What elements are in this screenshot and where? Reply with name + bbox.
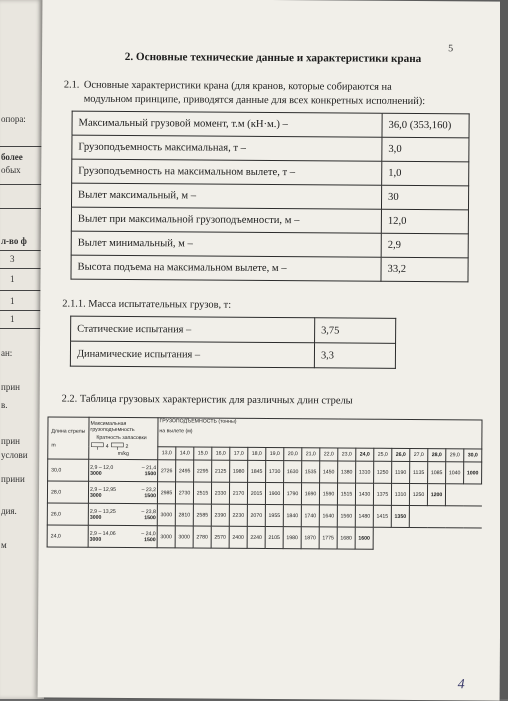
capacity-label: ГРУЗОПОДЪЕМНОСТЬ (тонны) xyxy=(159,418,480,426)
load-value-cell: 2230 xyxy=(229,504,247,526)
section-title: 2. Основные технические данные и характеристики крана xyxy=(42,50,504,65)
load-value-cell: 2125 xyxy=(212,460,230,482)
load-value-cell: 2330 xyxy=(211,482,229,504)
fragment: 1 xyxy=(10,314,15,324)
load-row xyxy=(48,459,482,484)
max-capacity-cell xyxy=(88,525,157,547)
load-row xyxy=(47,525,481,550)
reach-cell: 25,0 xyxy=(374,448,392,461)
intro-paragraph xyxy=(64,79,494,110)
fragment: прин xyxy=(1,436,20,446)
fragment: в. xyxy=(1,400,8,410)
reach-label: на вылете (м) xyxy=(159,428,480,436)
reach-cell: 13,0 xyxy=(158,447,176,460)
reach-cell: 15,0 xyxy=(194,447,212,460)
load-value-cell: 1775 xyxy=(319,527,337,549)
max-left-range: 2,9 – 12,0 xyxy=(90,464,113,470)
load-value-cell: 1415 xyxy=(373,505,391,527)
load-value-cell: 2105 xyxy=(265,526,283,548)
load-value-cell: 1450 xyxy=(320,461,338,483)
max-right-range: – 23,2 xyxy=(142,487,156,493)
load-value-cell: 2170 xyxy=(229,482,247,504)
load-value-cell: 1480 xyxy=(355,505,373,527)
spec-label: Максимальный грузовой момент, т.м (кН·м.) – xyxy=(72,111,382,137)
mass-row xyxy=(70,341,395,368)
spec-row xyxy=(71,207,468,234)
mass-value: 3,3 xyxy=(314,343,395,369)
reach-cell: 30,0 xyxy=(464,449,482,462)
load-value-cell: 1590 xyxy=(319,483,337,505)
load-value-cell: 1040 xyxy=(446,462,464,484)
spec-row xyxy=(71,255,468,282)
load-value-cell: 1840 xyxy=(283,505,301,527)
empty-cell xyxy=(445,484,481,506)
fragment: 3 xyxy=(10,254,15,264)
load-value-cell: 2810 xyxy=(175,504,193,526)
intro-line-1: Основные характеристики крана (для кранов, которые собираются на xyxy=(84,80,392,93)
max-right-kg: 1500 xyxy=(144,515,156,521)
spec-value: 36,0 (353,160) xyxy=(382,113,469,138)
spec-value: 2,9 xyxy=(381,233,468,258)
spec-label: Вылет при максимальной грузоподъемности, м – xyxy=(71,207,381,233)
load-value-cell: 2495 xyxy=(176,460,194,482)
load-value-cell: 3000 xyxy=(157,504,175,526)
spec-label: Грузоподъемность на максимальном вылете, т – xyxy=(72,159,382,185)
load-value-cell: 2585 xyxy=(193,504,211,526)
reach-cell: 21,0 xyxy=(302,448,320,461)
load-value-cell: 2240 xyxy=(247,526,265,548)
fragment: более xyxy=(1,152,23,162)
reeving-4: 4 xyxy=(106,443,109,449)
max-capacity-label: Максимальная грузоподъемность xyxy=(90,420,156,432)
boom-length-label: Длина стрелы xyxy=(51,428,87,434)
load-value-cell: 1350 xyxy=(391,505,409,527)
empty-cell xyxy=(373,527,481,550)
max-left-kg: 3000 xyxy=(90,470,102,476)
load-value-cell: 2726 xyxy=(158,460,176,482)
reach-cell: 23,0 xyxy=(338,448,356,461)
load-value-cell: 1380 xyxy=(338,461,356,483)
load-row xyxy=(47,481,481,506)
load-value-cell: 1680 xyxy=(337,527,355,549)
max-right-range: – 23,8 xyxy=(141,509,155,515)
fragment: услови xyxy=(1,450,28,460)
load-value-cell: 1535 xyxy=(302,461,320,483)
fragment: дия. xyxy=(1,506,17,516)
load-table-heading: 2.2. Таблица грузовых характеристик для различных длин стрелы xyxy=(62,394,353,407)
mass-label: Статические испытания – xyxy=(71,316,315,343)
max-capacity-cell xyxy=(88,503,157,525)
max-right-kg: 1500 xyxy=(144,537,156,543)
unit-mkg: m/kg xyxy=(90,450,156,456)
load-row xyxy=(47,503,481,528)
reach-cell: 27,0 xyxy=(410,448,428,461)
boom-length-cell: 24,0 xyxy=(47,525,88,547)
load-value-cell: 1430 xyxy=(355,483,373,505)
max-right-range: – 21,4 xyxy=(142,465,156,471)
load-value-cell: 1200 xyxy=(427,484,445,506)
spec-value: 3,0 xyxy=(382,137,469,162)
spec-row xyxy=(72,111,469,138)
reeving-2: 2 xyxy=(126,443,129,449)
page-shadow-edge xyxy=(500,0,508,699)
load-chart-table xyxy=(47,416,483,550)
max-left-range: 2,9 – 13,25 xyxy=(90,508,116,514)
load-value-cell: 1310 xyxy=(391,483,409,505)
capacity-header xyxy=(158,418,482,449)
fragment: опора: xyxy=(1,114,26,124)
reach-cell: 19,0 xyxy=(266,447,284,460)
load-value-cell: 1250 xyxy=(409,483,427,505)
intro-line-2: модульном принципе, приводятся данные для всех конкретных исполнений): xyxy=(64,93,494,110)
load-value-cell: 1980 xyxy=(230,460,248,482)
max-left-range: 2,9 – 14,06 xyxy=(90,530,116,536)
boom-length-cell: 28,0 xyxy=(47,481,88,503)
load-value-cell: 3000 xyxy=(157,526,175,548)
fragment: 1 xyxy=(10,296,15,306)
load-value-cell: 1560 xyxy=(337,505,355,527)
spec-label: Вылет максимальный, м – xyxy=(71,183,381,209)
load-value-cell: 2985 xyxy=(157,482,175,504)
fragment: обых xyxy=(1,165,21,175)
boom-length-cell: 26,0 xyxy=(47,503,88,525)
load-value-cell: 2295 xyxy=(194,460,212,482)
load-value-cell: 1085 xyxy=(428,462,446,484)
empty-cell xyxy=(409,505,481,528)
mass-table xyxy=(70,316,396,369)
load-value-cell: 1790 xyxy=(283,483,301,505)
handwritten-mark: 4 xyxy=(458,677,465,693)
fragment: прин xyxy=(1,382,20,392)
spec-label: Грузоподъемность максимальная, т – xyxy=(72,135,382,161)
load-value-cell: 1690 xyxy=(301,483,319,505)
fragment: л-во ф xyxy=(1,236,27,246)
spec-row xyxy=(71,231,468,258)
load-value-cell: 1600 xyxy=(355,527,373,549)
fragment: прини xyxy=(1,474,25,484)
reach-cell: 26,0 xyxy=(392,448,410,461)
max-left-kg: 3000 xyxy=(90,536,102,542)
load-value-cell: 1740 xyxy=(301,505,319,527)
reach-cell: 17,0 xyxy=(230,447,248,460)
load-value-cell: 1730 xyxy=(266,460,284,482)
max-right-range: – 24,0 xyxy=(141,531,155,537)
mass-value: 3,75 xyxy=(315,318,396,344)
max-capacity-header xyxy=(89,417,158,459)
reach-cell: 14,0 xyxy=(176,447,194,460)
load-value-cell: 1515 xyxy=(337,483,355,505)
boom-unit: m xyxy=(51,442,87,448)
page-number: 5 xyxy=(448,43,453,54)
fragment: м xyxy=(1,540,7,550)
boom-length-header xyxy=(48,417,89,459)
load-value-cell: 1135 xyxy=(410,461,428,483)
load-value-cell: 1310 xyxy=(356,461,374,483)
load-value-cell: 1845 xyxy=(248,460,266,482)
reeving-label: Кратность запасовки xyxy=(90,434,156,440)
spec-value: 12,0 xyxy=(381,209,468,234)
reach-cell: 28,0 xyxy=(428,449,446,462)
load-value-cell: 2390 xyxy=(211,504,229,526)
load-value-cell: 2730 xyxy=(175,482,193,504)
load-value-cell: 1630 xyxy=(284,461,302,483)
max-left-kg: 3000 xyxy=(90,492,102,498)
spec-row xyxy=(72,159,469,186)
spec-value: 1,0 xyxy=(382,161,469,186)
document-page xyxy=(38,0,505,701)
load-value-cell: 2780 xyxy=(193,526,211,548)
max-left-kg: 3000 xyxy=(90,514,102,520)
spec-label: Вылет минимальный, м – xyxy=(71,231,381,257)
fragment: 1 xyxy=(10,274,15,284)
mass-heading: 2.1.1. Масса испытательных грузов, т: xyxy=(62,299,231,311)
max-left-range: 2,9 – 12,95 xyxy=(90,486,116,492)
load-value-cell: 1870 xyxy=(301,527,319,549)
load-value-cell: 1980 xyxy=(283,527,301,549)
max-capacity-cell xyxy=(89,459,158,481)
load-value-cell: 2070 xyxy=(247,504,265,526)
reach-cell: 20,0 xyxy=(284,448,302,461)
load-value-cell: 1000 xyxy=(464,462,482,484)
fragment: ан: xyxy=(1,348,12,358)
load-value-cell: 3000 xyxy=(175,526,193,548)
reach-cell: 24,0 xyxy=(356,448,374,461)
spec-label: Высота подъема на максимальном вылете, м – xyxy=(71,255,381,281)
load-value-cell: 2515 xyxy=(193,482,211,504)
reach-cell: 18,0 xyxy=(248,447,266,460)
spec-row xyxy=(71,183,468,210)
load-value-cell: 2400 xyxy=(229,526,247,548)
load-value-cell: 1375 xyxy=(373,483,391,505)
load-value-cell: 2015 xyxy=(247,482,265,504)
max-right-kg: 1500 xyxy=(145,471,157,477)
reach-cell: 29,0 xyxy=(446,449,464,462)
spec-table xyxy=(70,111,469,283)
load-value-cell: 1250 xyxy=(374,461,392,483)
spec-value: 30 xyxy=(381,185,468,210)
max-capacity-cell xyxy=(88,481,157,503)
reach-cell: 16,0 xyxy=(212,447,230,460)
hook-2-icon xyxy=(110,441,124,450)
reach-cell: 22,0 xyxy=(320,448,338,461)
max-right-kg: 1500 xyxy=(144,493,156,499)
boom-length-cell: 30,0 xyxy=(48,459,89,481)
mass-row xyxy=(71,316,396,343)
spec-row xyxy=(72,135,469,162)
load-value-cell: 1900 xyxy=(265,482,283,504)
spec-value: 33,2 xyxy=(381,257,468,282)
load-value-cell: 1190 xyxy=(392,461,410,483)
load-value-cell: 2570 xyxy=(211,526,229,548)
load-value-cell: 1640 xyxy=(319,505,337,527)
mass-label: Динамические испытания – xyxy=(70,341,314,368)
load-value-cell: 1955 xyxy=(265,504,283,526)
hook-4-icon xyxy=(90,441,104,450)
intro-number: 2.1. xyxy=(64,79,84,93)
